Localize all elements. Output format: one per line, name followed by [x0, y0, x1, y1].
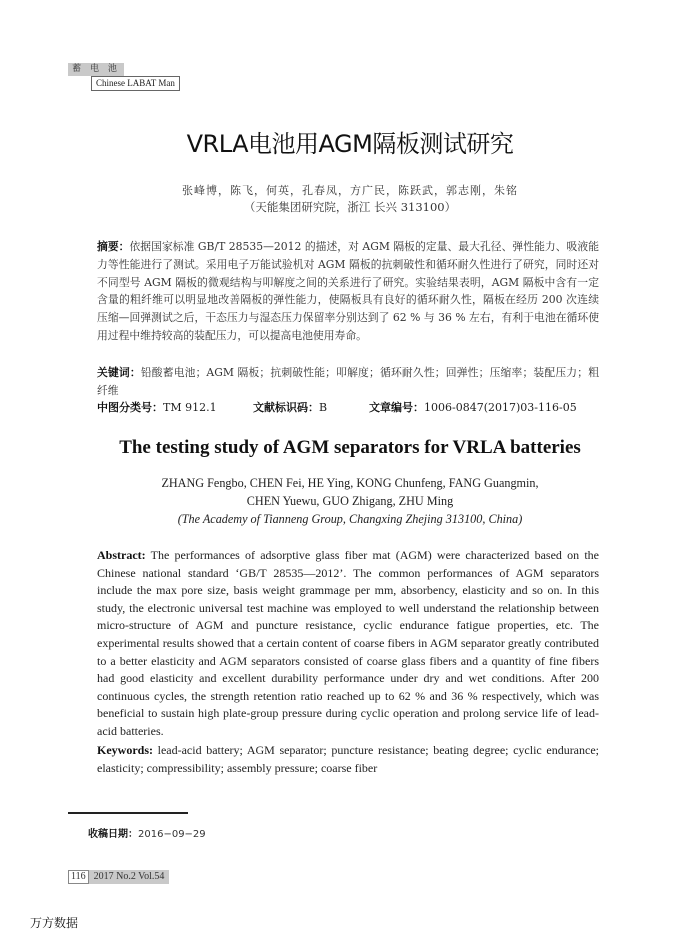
english-abstract	[97, 547, 599, 741]
chinese-abstract-text: 依据国家标准 GB/T 28535—2012 的描述，对 AGM 隔板的定量、最大孔径、弹性能力、吸液能力等性能进行了测试。采用电子万能试验机对 AGM 隔板的抗刺破性和循环耐久性进行了研究，同时还对不同型号 AGM 隔板的微观结构与叩解度之间的关系进行了研究。实验结果表明，AGM 隔板中含有一定含量的粗纤维可以明显地改善隔板的弹性能力，使隔板具有良好的循环耐久性，隔板在经历 200 次连续压缩—回弹测试之后，干态压力与湿态压力保留率分别达到了 62 % 与 36 % 左右，有利于电池在循环使用过程中维持较高的装配压力，可以提高电池使用寿命。	[97, 240, 600, 342]
chinese-keywords-label: 关键词：	[97, 366, 141, 379]
journal-name-cn: 蓄 电 池	[68, 63, 124, 76]
journal-name-en: Chinese LABAT Man	[91, 76, 180, 91]
english-keywords	[97, 742, 599, 777]
chinese-authors: 张峰博，陈飞，何英，孔春凤，方广民，陈跃武，郭志刚，朱铭	[182, 184, 518, 197]
document-code-label: 文献标识码：	[253, 401, 319, 414]
page-number: 116	[68, 870, 89, 884]
issue-info: 2017 No.2 Vol.54	[93, 871, 165, 882]
english-keywords-text: lead-acid battery; AGM separator; puncture resistance; beating degree; cyclic endurance; elasticity; compressibility; assembly pressure; coarse fiber	[97, 743, 599, 775]
english-title: The testing study of AGM separators for VRLA batteries	[119, 437, 581, 458]
english-abstract-label: Abstract:	[97, 548, 146, 562]
english-keywords-label: Keywords:	[97, 743, 153, 757]
chinese-affiliation: （天能集团研究院，浙江 长兴 313100）	[243, 200, 457, 214]
chinese-abstract-label: 摘要：	[97, 240, 130, 253]
chinese-keywords-text: 铅酸蓄电池；AGM 隔板；抗刺破性能；叩解度；循环耐久性；回弹性；压缩率；装配压力；粗纤维	[97, 366, 600, 397]
english-affiliation: (The Academy of Tianneng Group, Changxing Zhejing 313100, China)	[177, 512, 523, 526]
watermark: 万方数据	[30, 916, 79, 930]
received-date-value: 2016−09−29	[138, 829, 206, 840]
chinese-title: VRLA电池用AGM隔板测试研究	[186, 130, 514, 158]
clc-value: TM 912.1	[163, 401, 217, 414]
document-code	[253, 399, 327, 415]
english-abstract-text: The performances of adsorptive glass fiber mat (AGM) were characterized based on the Chinese national standard ‘GB/T 28535—2012’. The common performances of AGM separators include the max pore size, basis weight grammage per mm, absorbency, elasticity and so on. In this study, the electronic universal test machine was employed to well understand the relationship between micro-structure of AGM and puncture resistance, cyclic endurance fatigue properties, etc. The experimental results showed that a certain content of coarse fibers in AGM separator greatly contributed to a better elasticity and AGM separators consisted of coarse glass fibers and a quantity of fine fibers had good elasticity and excellent durability performance under dry and wet conditions. After 200 continuous cycles, the strength retention ratio reached up to 62 % and 36 % respectively, which was beneficial to sustain high plate-group pressure during cyclic operation and prolong service life of lead-acid batteries.	[97, 548, 599, 738]
footnote-divider	[68, 812, 188, 814]
page-footer-badge	[68, 870, 169, 884]
english-authors-line2: CHEN Yuewu, GUO Zhigang, ZHU Ming	[246, 494, 454, 508]
clc-label: 中图分类号：	[97, 401, 163, 414]
english-authors-line1: ZHANG Fengbo, CHEN Fei, HE Ying, KONG Chunfeng, FANG Guangmin,	[161, 476, 539, 490]
received-date	[88, 825, 206, 840]
received-date-label: 收稿日期：	[88, 829, 138, 840]
chinese-keywords	[97, 364, 599, 400]
chinese-abstract	[97, 238, 599, 345]
article-number-label: 文章编号：	[369, 401, 424, 414]
article-number	[369, 399, 577, 415]
clc-code	[97, 399, 217, 415]
article-number-value: 1006-0847(2017)03-116-05	[424, 401, 577, 414]
document-code-value: B	[319, 401, 328, 414]
